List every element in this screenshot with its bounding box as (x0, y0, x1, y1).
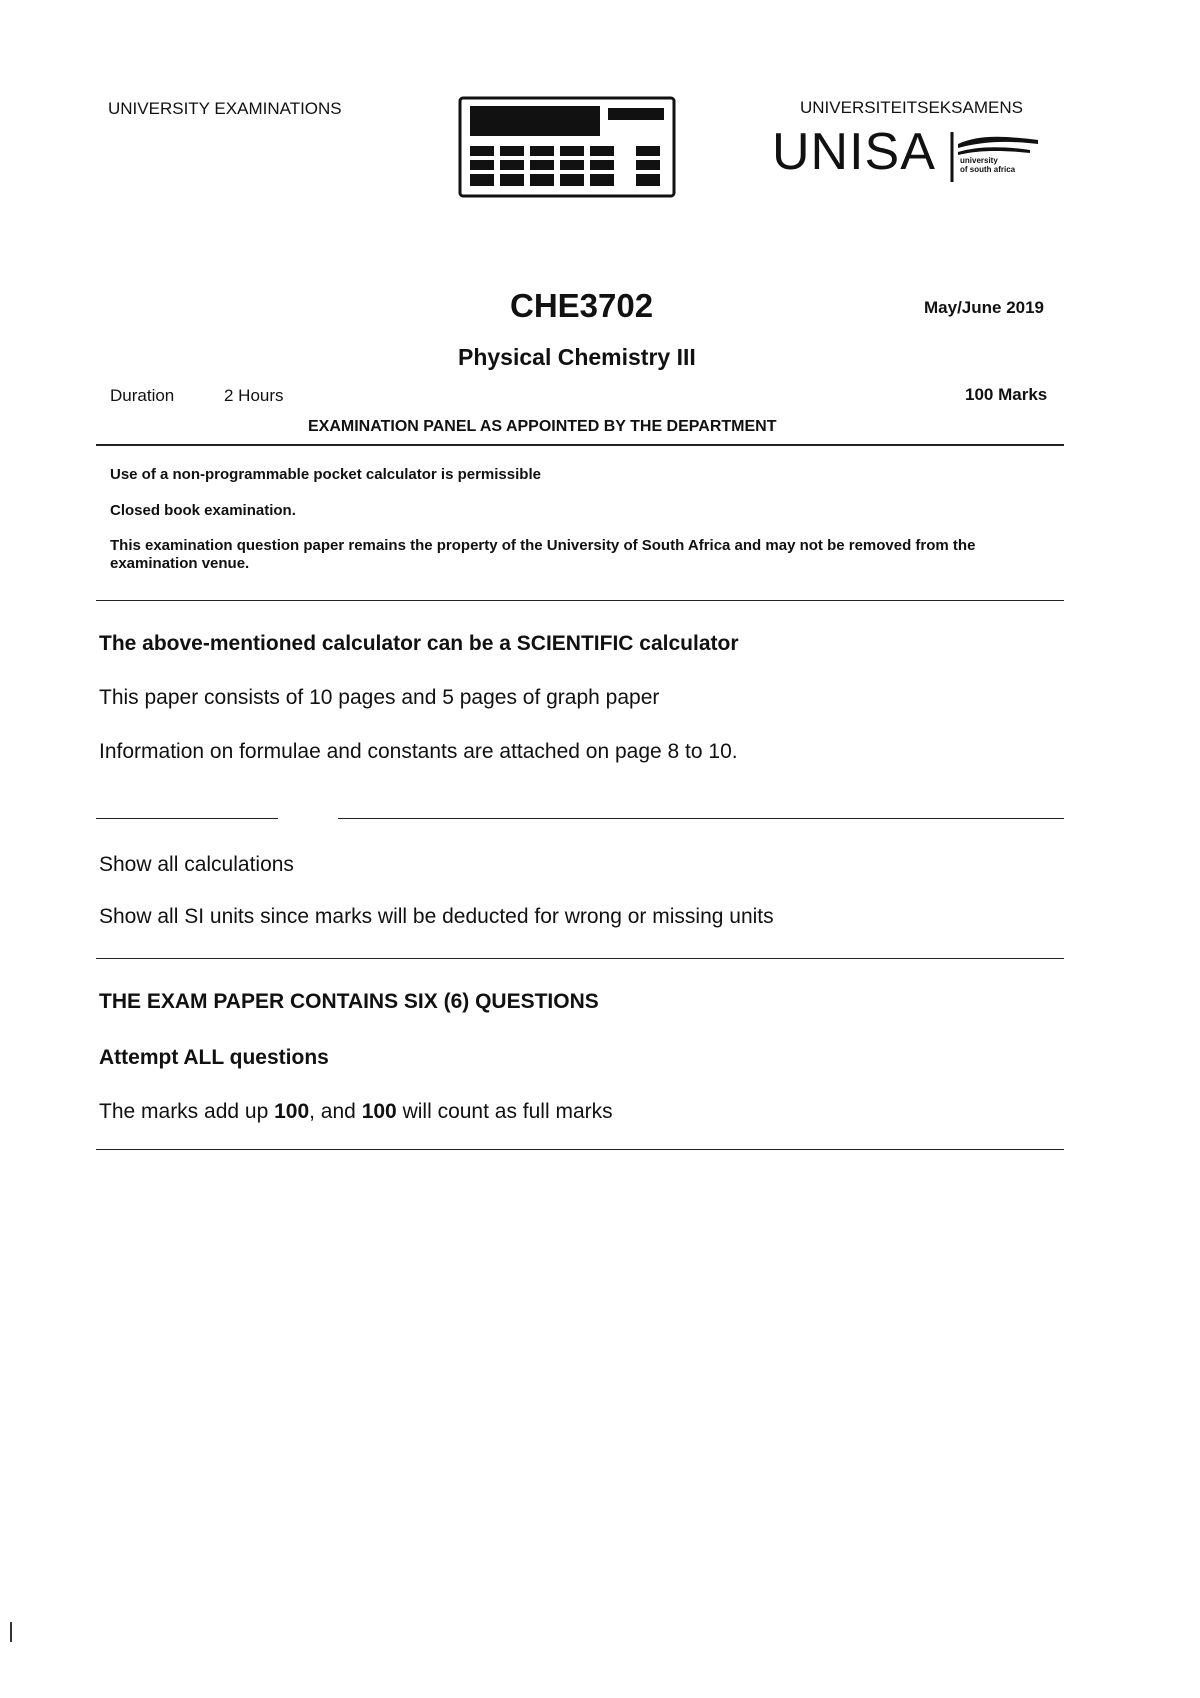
note-calculator: Use of a non-programmable pocket calculator is permissible (110, 466, 541, 483)
instruction-attempt-all: Attempt ALL questions (99, 1046, 329, 1069)
instruction-scientific-calculator: The above-mentioned calculator can be a SCIENTIFIC calculator (99, 632, 739, 655)
calculator-icon (458, 96, 676, 198)
note-closed-book: Closed book examination. (110, 502, 296, 519)
duration-label: Duration (110, 386, 175, 405)
divider (96, 818, 278, 819)
unisa-logo (772, 123, 1052, 196)
divider (96, 600, 1064, 601)
instruction-formulae: Information on formulae and constants are attached on page 8 to 10. (99, 740, 738, 763)
divider (96, 958, 1064, 959)
instruction-questions-count: THE EXAM PAPER CONTAINS SIX (6) QUESTIONS (99, 990, 599, 1013)
course-code: CHE3702 (510, 287, 654, 324)
instruction-marks-total: The marks add up 100, and 100 will count as full marks (99, 1100, 613, 1123)
instruction-show-calculations: Show all calculations (99, 853, 294, 876)
unisa-logo-subtext: university of south africa (960, 156, 1016, 174)
header-university-examinations: UNIVERSITY EXAMINATIONS (108, 99, 342, 118)
scan-margin-mark (10, 1622, 12, 1642)
divider (96, 1149, 1064, 1150)
exam-date: May/June 2019 (924, 298, 1045, 317)
divider (338, 818, 1064, 819)
instruction-pages: This paper consists of 10 pages and 5 pages of graph paper (99, 686, 660, 709)
duration-value: 2 Hours (224, 386, 284, 405)
divider (96, 444, 1064, 446)
instruction-show-units: Show all SI units since marks will be deducted for wrong or missing units (99, 905, 774, 928)
examination-panel: EXAMINATION PANEL AS APPOINTED BY THE DEPARTMENT (308, 418, 777, 435)
unisa-logo-text: UNISA (772, 123, 936, 181)
subject-title: Physical Chemistry III (458, 344, 696, 370)
total-marks: 100 Marks (965, 385, 1048, 404)
note-property: This examination question paper remains the property of the University of South Africa and may not be removed from the examination venue. (110, 537, 976, 572)
header-universiteitseksamens: UNIVERSITEITSEKSAMENS (800, 98, 1023, 117)
